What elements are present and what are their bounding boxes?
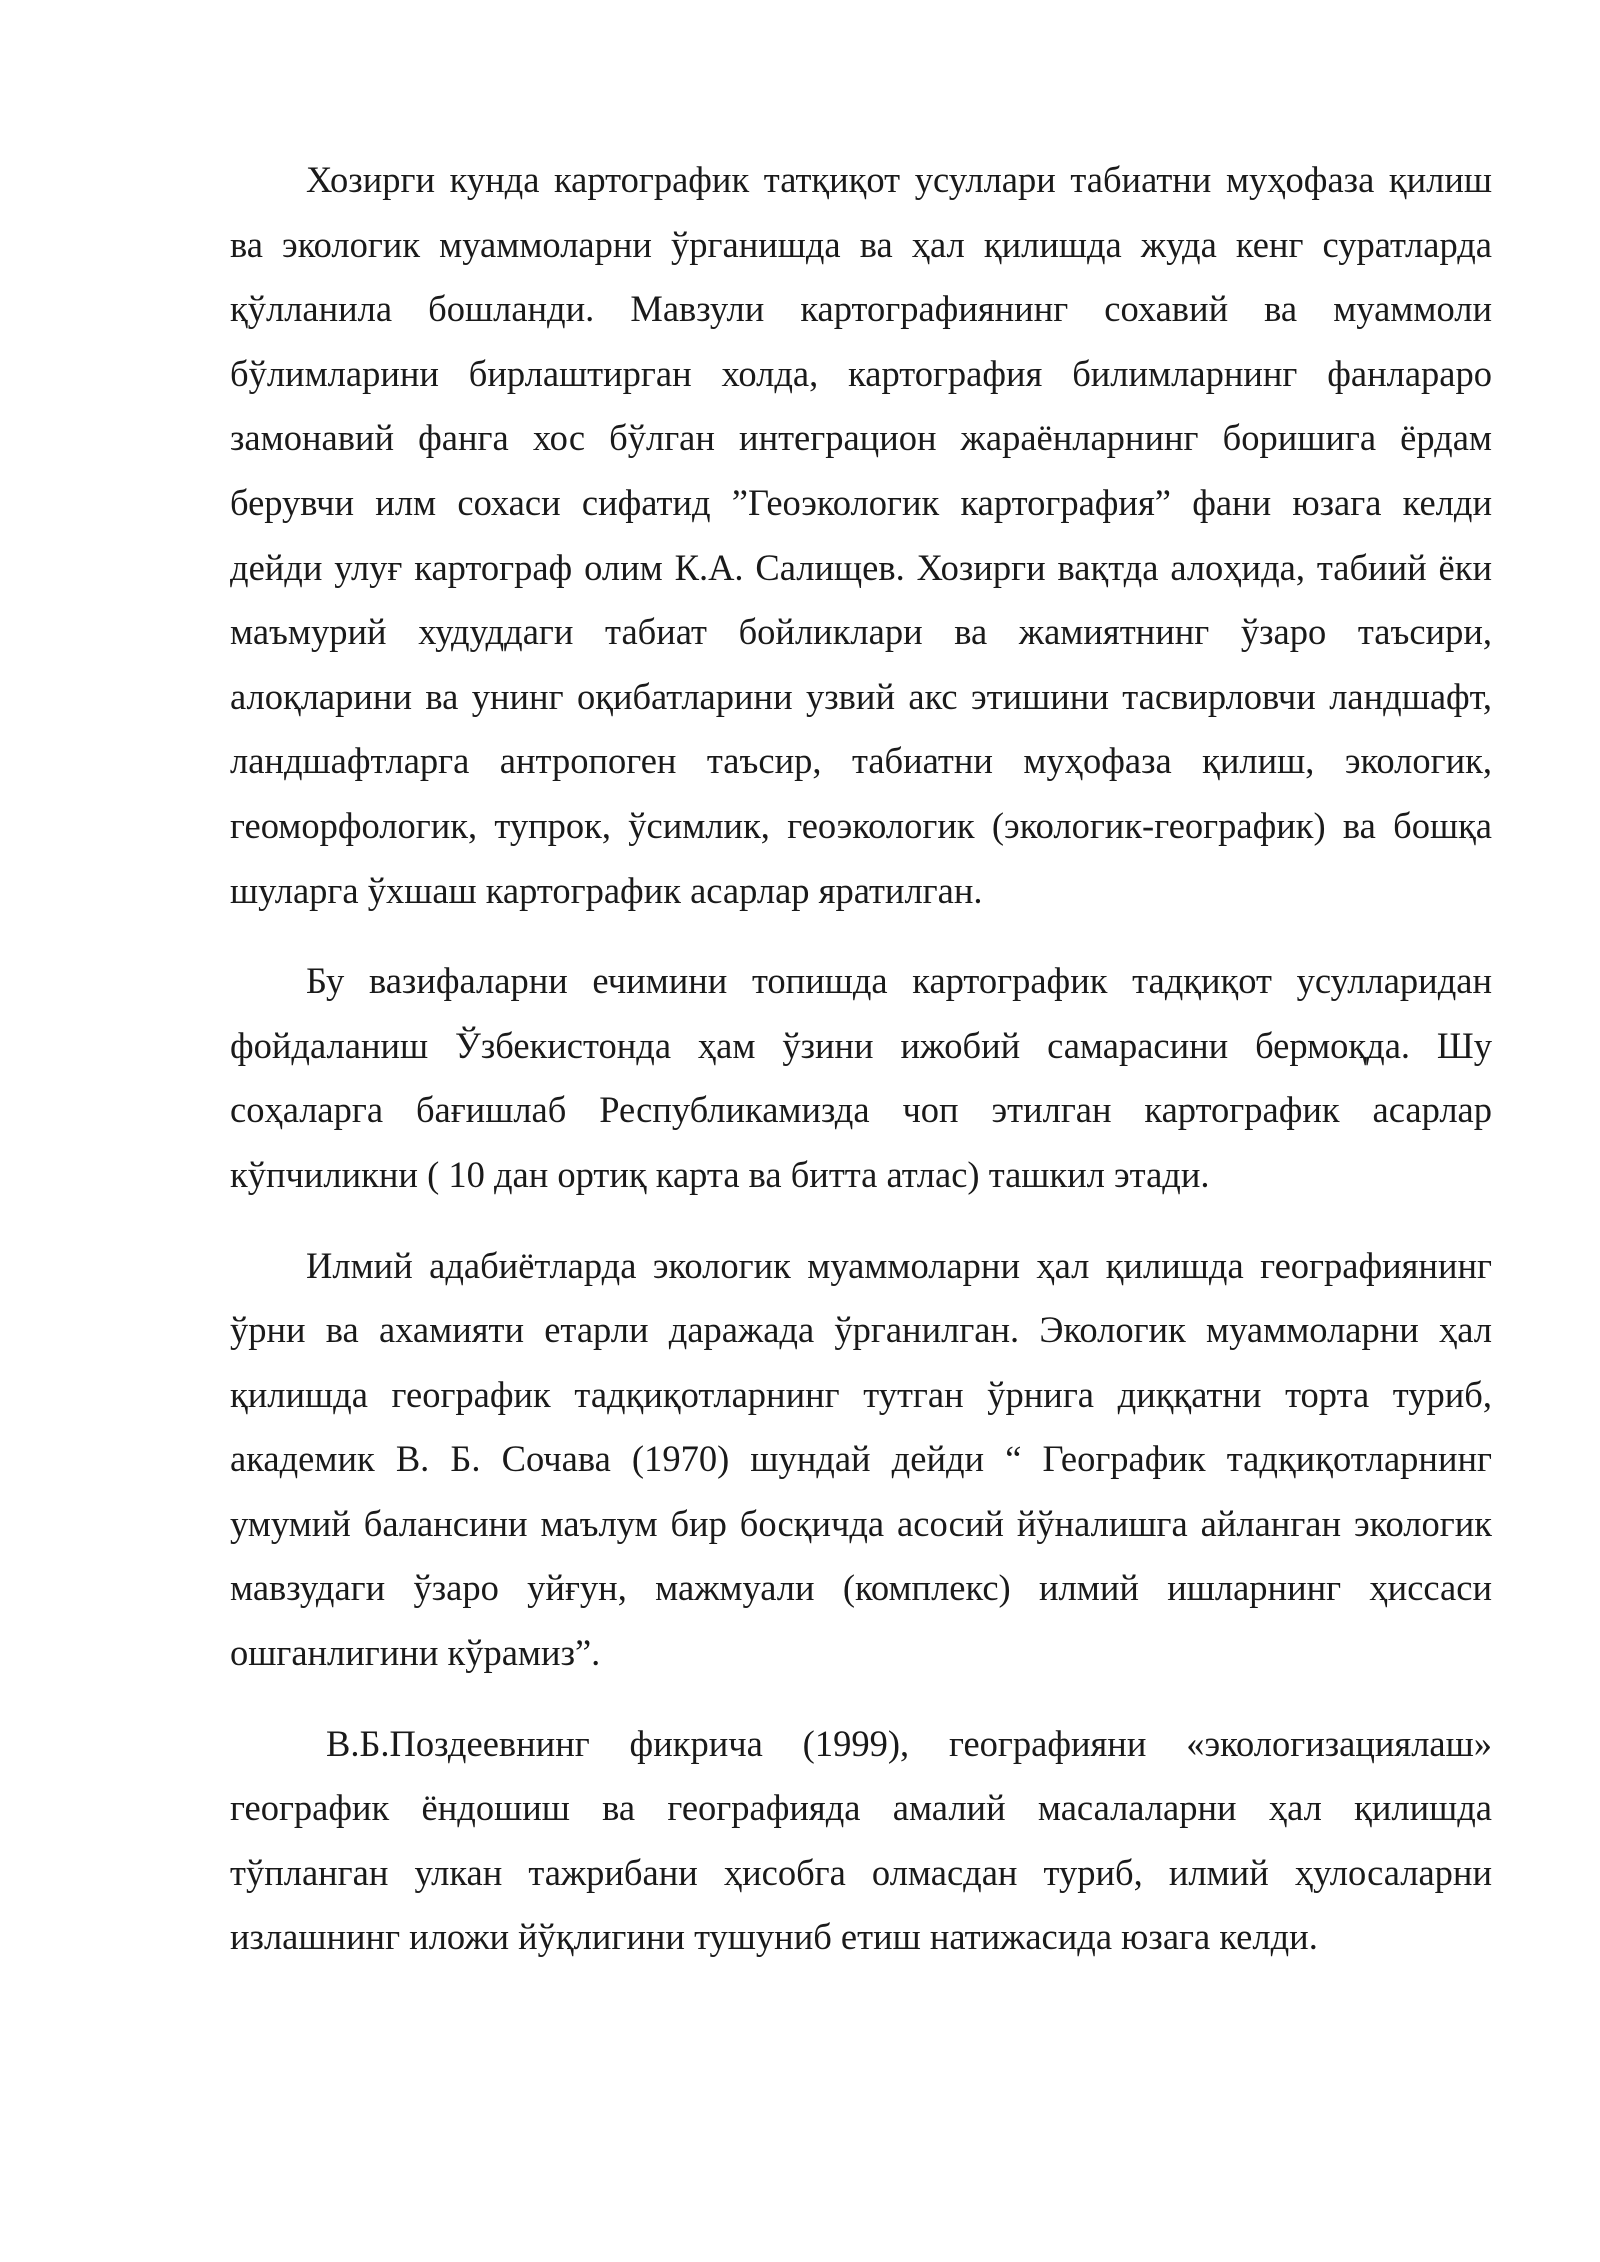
paragraph-4: В.Б.Поздеевнинг фикрича (1999), географияни «экологизациялаш» географик ёндошиш ва географияда амалий масалаларни ҳал қилишда тўпланган улкан тажрибани ҳисобга олмасдан туриб, илмий ҳулосаларни излашнинг иложи йўқлигини тушуниб етиш натижасида юзага келди. (230, 1722, 1492, 1958)
document-page (230, 148, 1492, 1970)
paragraph-3: Илмий адабиётларда экологик муаммоларни ҳал қилишда географиянинг ўрни ва ахамияти етарли даражада ўрганилган. Экологик муаммоларни ҳал қилишда географик тадқиқотларнинг тутган ўрнига диққатни торта туриб, академик В. Б. Сочава (1970) шундай дейди “ Географик тадқиқотларнинг умумий балансини маълум бир босқичда асосий йўналишга айланган экологик мавзудаги ўзаро уйғун, мажмуали (комплекс) илмий ишларнинг ҳиссаси ошганлигини кўрамиз”. (230, 1244, 1492, 1674)
paragraph-2: Бу вазифаларни ечимини топишда картографик тадқиқот усулларидан фойдаланиш Ўзбекистонда ҳам ўзини ижобий самарасини бермоқда. Шу соҳаларга бағишлаб Республикамизда чоп этилган картографик асарлар кўпчиликни ( 10 дан ортиқ карта ва битта атлас) ташкил этади. (230, 960, 1492, 1195)
paragraph-1: Хозирги кунда картографик татқиқот усуллари табиатни муҳофаза қилиш ва экологик муаммоларни ўрганишда ва ҳал қилишда жуда кенг суратларда қўлланила бошланди. Мавзули картографиянинг сохавий ва муаммоли бўлимларини бирлаштирган холда, картография билимларнинг фанлараро замонавий фанга хос бўлган интеграцион жараёнларнинг боришига ёрдам берувчи илм сохаси сифатид ”Геоэкологик картография” фани юзага келди дейди улуғ картограф олим К.А. Салищев. Хозирги вақтда алоҳида, табиий ёки маъмурий худуддаги табиат бойликлари ва жамиятнинг ўзаро таъсири, алоқларини ва унинг оқибатларини узвий акс этишини тасвирловчи ландшафт, ландшафтларга антропоген таъсир, табиатни муҳофаза қилиш, экологик, геоморфологик, тупрок, ўсимлик, геоэкологик (экологик-географик) ва бошқа шуларга ўхшаш картографик асарлар яратилган. (230, 159, 1492, 911)
